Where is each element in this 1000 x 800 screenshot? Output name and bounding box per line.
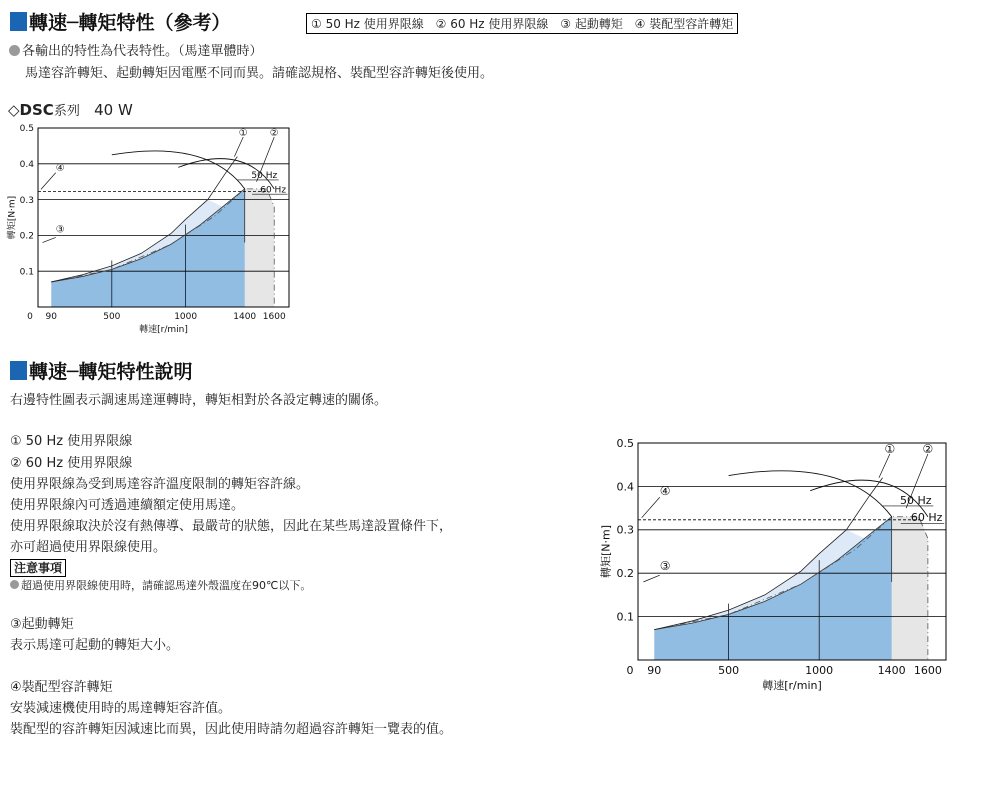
desc-line4: 亦可超過使用界限線使用。 — [10, 540, 167, 555]
y-axis-label: 轉矩[N·m] — [599, 524, 613, 579]
series-output: 40 W — [94, 101, 133, 119]
label-curve-1: ① — [238, 128, 248, 140]
section2-title-text: 轉速─轉矩特性說明 — [29, 361, 193, 383]
note-text-content: 超過使用界限線使用時，請確認馬達外殼溫度在90℃以下。 — [21, 579, 312, 592]
item-50hz: ① 50 Hz 使用界限線 — [10, 434, 133, 449]
legend-item-50hz: ① 50 Hz 使用界限線 — [311, 17, 424, 31]
y-tick-label: 0.5 — [19, 124, 34, 135]
item-assembled-torque-desc2: 裝配型的容許轉矩因減速比而異，因此使用時請勿超過容許轉矩一覽表的值。 — [10, 722, 453, 737]
leader-assembled-torque — [41, 173, 56, 190]
x-tick-label: 90 — [45, 312, 58, 322]
x-tick-label: 1600 — [262, 312, 286, 322]
section2-intro: 右邊特性圖表示調速馬達運轉時，轉矩相對於各設定轉速的關係。 — [10, 393, 388, 408]
legend-item-60hz: ② 60 Hz 使用界限線 — [435, 17, 549, 31]
x-tick-label: 90 — [647, 664, 662, 677]
label-50hz: 50 Hz — [899, 493, 932, 507]
legend-box — [306, 13, 738, 34]
leader-starting-torque — [42, 237, 55, 242]
y-tick-label: 0.1 — [616, 610, 634, 624]
desc-line3: 使用界限線取決於沒有熱傳導、最嚴苛的狀態，因此在某些馬達設置條件下， — [10, 519, 453, 534]
item-starting-torque-desc: 表示馬達可起動的轉矩大小。 — [10, 638, 180, 653]
section1-note2: 馬達容許轉矩、起動轉矩因電壓不同而異。請確認規格、裝配型容許轉矩後使用。 — [25, 66, 494, 81]
leader-curve-1 — [879, 454, 890, 478]
leader-curve-1 — [234, 137, 243, 157]
x-tick-label: 0 — [626, 664, 634, 677]
section1-title — [10, 8, 230, 35]
y-tick-label: 0.2 — [19, 231, 34, 242]
limit-curve-1 — [112, 151, 245, 189]
section1-note1-text: 各輸出的特性為代表特性。（馬達單體時） — [22, 44, 263, 59]
x-tick-label: 1600 — [913, 664, 942, 677]
y-tick-label: 0.1 — [19, 267, 34, 278]
y-tick-label: 0.4 — [19, 159, 34, 170]
label-curve-2: ② — [922, 441, 934, 456]
item-assembled-torque-desc1: 安裝減速機使用時的馬達轉矩容許值。 — [10, 701, 232, 716]
y-axis-label: 轉矩[N·m] — [7, 195, 18, 240]
desc-line2: 使用界限線內可透過連續額定使用馬達。 — [10, 498, 245, 513]
title-marker-icon — [10, 12, 27, 31]
x-tick-label: 500 — [718, 664, 740, 677]
limit-curve-1 — [729, 471, 892, 517]
y-tick-label: 0.2 — [616, 567, 634, 581]
legend-item-starting-torque: ③ 起動轉矩 — [560, 17, 623, 31]
label-starting-torque: ③ — [659, 559, 671, 574]
label-starting-torque: ③ — [55, 224, 65, 236]
bullet-icon — [10, 580, 19, 589]
x-tick-label: 1400 — [233, 312, 257, 322]
x-tick-label: 500 — [103, 312, 121, 322]
x-tick-label: 1400 — [877, 664, 906, 677]
item-starting-torque: ③起動轉矩 — [10, 617, 74, 632]
note-label: 注意事項 — [10, 559, 66, 577]
series-heading — [8, 100, 133, 119]
series-name: DSC — [19, 101, 54, 119]
desc-line1: 使用界限線為受到馬達容許溫度限制的轉矩容許線。 — [10, 477, 310, 492]
label-60hz: 60 Hz — [260, 185, 287, 196]
y-tick-label: 0.3 — [616, 523, 634, 537]
x-axis-label: 轉速[r/min] — [139, 325, 188, 335]
label-50hz: 50 Hz — [251, 171, 278, 182]
y-tick-label: 0.3 — [19, 195, 34, 206]
series-suffix: 系列 — [53, 104, 80, 119]
chart-bottom — [596, 430, 956, 700]
leader-assembled-torque — [642, 497, 660, 518]
label-curve-1: ① — [884, 441, 896, 456]
item-60hz: ② 60 Hz 使用界限線 — [10, 456, 133, 471]
y-tick-label: 0.4 — [616, 480, 634, 494]
bullet-icon — [9, 45, 20, 56]
section2-title — [10, 357, 192, 384]
x-tick-label: 1000 — [174, 312, 198, 322]
title-marker-icon-2 — [10, 361, 27, 380]
x-tick-label: 1000 — [805, 664, 834, 677]
legend-item-assembled-torque: ④ 裝配型容許轉矩 — [634, 17, 734, 31]
note-text — [10, 577, 311, 593]
diamond-icon: ◇ — [8, 101, 20, 119]
chart-top — [0, 118, 300, 340]
label-assembled-torque: ④ — [55, 162, 65, 174]
x-tick-label: 0 — [27, 312, 33, 322]
x-axis-label: 轉速[r/min] — [762, 679, 822, 692]
label-curve-2: ② — [269, 128, 279, 140]
leader-starting-torque — [643, 575, 659, 582]
y-tick-label: 0.5 — [616, 436, 634, 450]
label-assembled-torque: ④ — [659, 484, 671, 499]
section1-title-text: 轉速─轉矩特性（參考） — [29, 12, 231, 34]
section1-note1 — [9, 42, 263, 62]
label-60hz: 60 Hz — [910, 511, 943, 525]
item-assembled-torque: ④裝配型容許轉矩 — [10, 680, 113, 695]
